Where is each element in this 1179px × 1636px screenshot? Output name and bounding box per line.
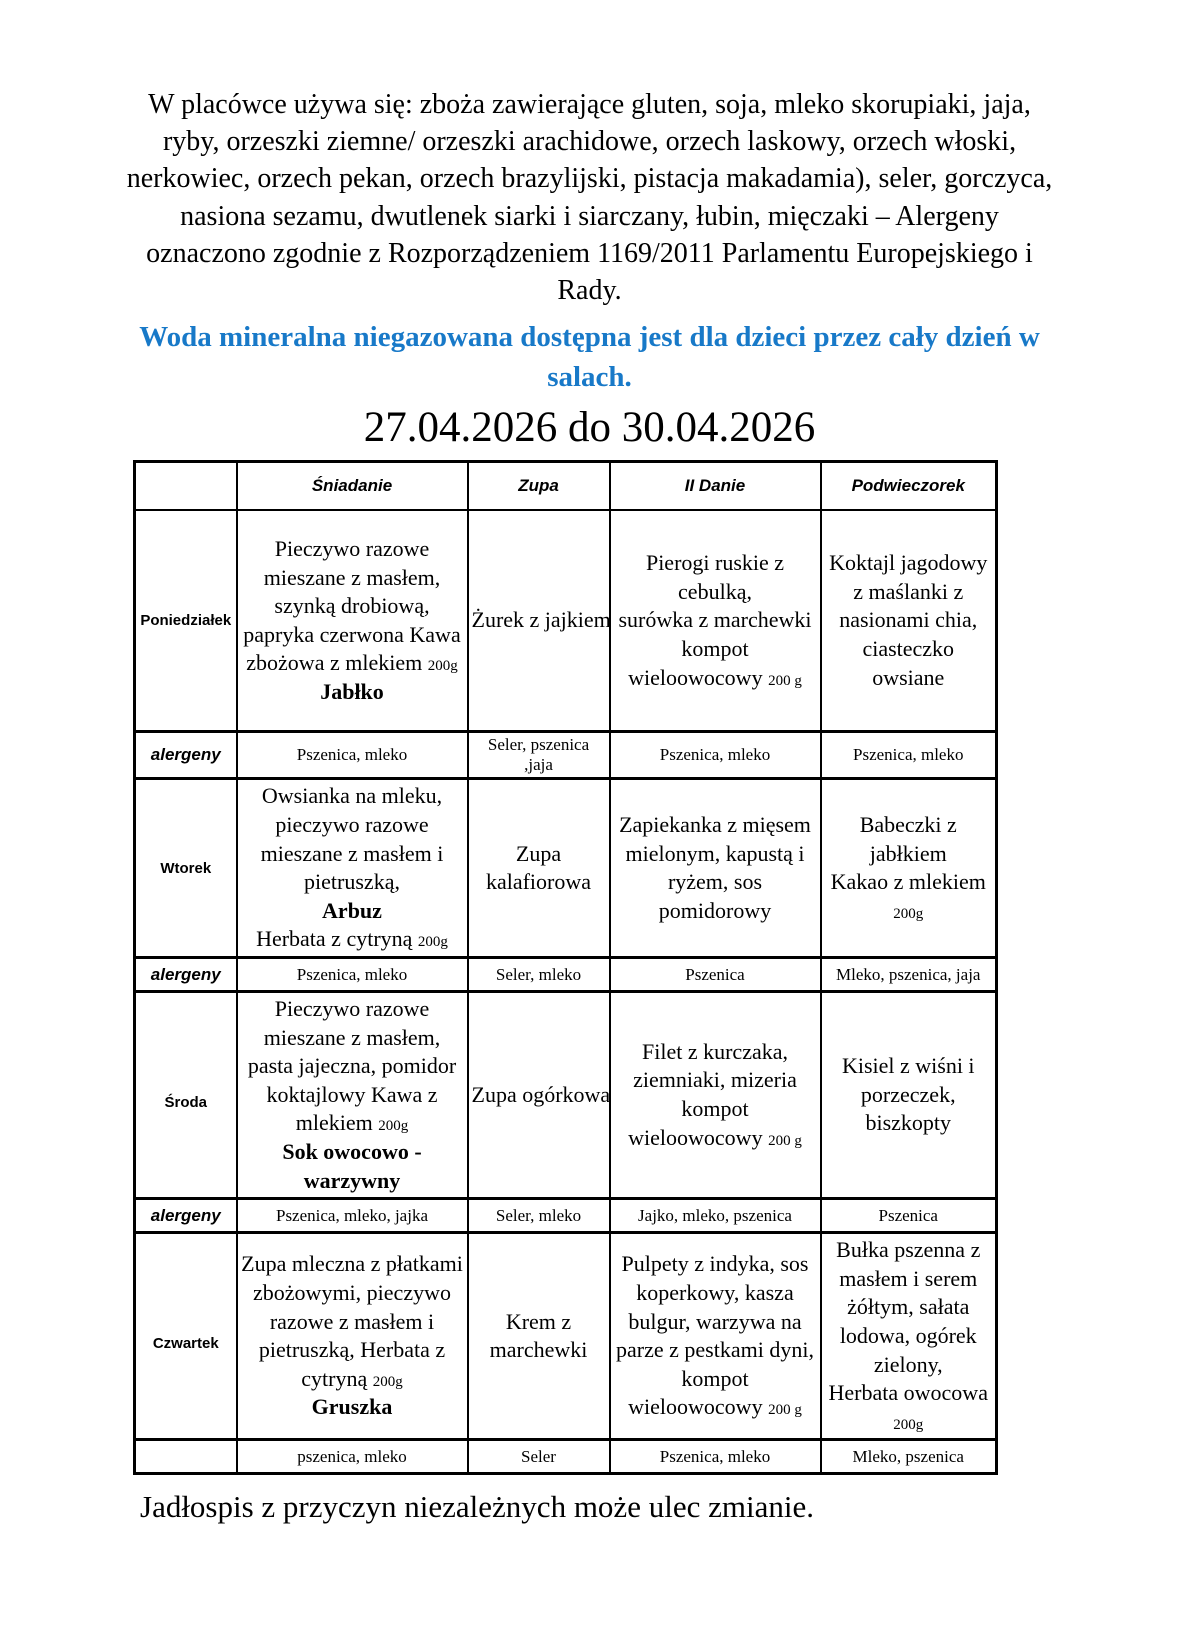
allergen-cell-sniadanie: pszenica, mleko — [237, 1440, 468, 1474]
day-label: Środa — [135, 992, 237, 1199]
meal-text: Pierogi ruskie z cebulką, — [645, 550, 785, 604]
allergen-row-2 — [135, 1199, 997, 1233]
meal-text: 200 g — [768, 1132, 802, 1149]
meal-text: Pieczywo razowe mieszane z masłem, pasta jajeczna, pomidor koktajlowy Kawa z mlekiem — [247, 996, 457, 1136]
meal-cell-podwieczorek — [821, 992, 997, 1199]
menu-table-body — [135, 510, 997, 1474]
meal-cell-podwieczorek — [821, 1233, 997, 1440]
meal-text: Bułka pszenna z masłem i serem żółtym, sałata lodowa, ogórek zielony, — [836, 1237, 981, 1377]
meal-cell-zupa — [468, 779, 610, 958]
meal-text: 200 g — [768, 672, 802, 689]
meal-cell-danie — [610, 992, 821, 1199]
allergen-row-label: alergeny — [135, 732, 237, 779]
meal-cell-zupa — [468, 510, 610, 732]
meal-cell-sniadanie — [237, 510, 468, 732]
meal-cell-sniadanie — [237, 992, 468, 1199]
meal-text: Krem z marchewki — [489, 1308, 588, 1363]
allergen-cell-zupa: Seler, pszenica ,jaja — [468, 732, 610, 779]
col-header-zupa: Zupa — [468, 462, 610, 510]
meal-text: Gruszka — [311, 1394, 393, 1420]
allergen-row-label: alergeny — [135, 958, 237, 992]
water-notice: Woda mineralna niegazowana dostępna jest dla dzieci przez cały dzień w salach. — [139, 321, 1040, 394]
meal-text: Pulpety z indyka, sos koperkowy, kasza bulgur, warzywa na parze z pestkami dyni, kompot wieloowocowy — [616, 1251, 814, 1420]
meal-cell-danie — [610, 1233, 821, 1440]
meal-text: Owsianka na mleku, pieczywo razowe mieszane z masłem i pietruszką, — [260, 783, 444, 895]
meal-text: Sok owocowo - warzywny — [282, 1138, 422, 1193]
menu-row-2 — [135, 992, 997, 1199]
allergen-row-1 — [135, 958, 997, 992]
allergen-cell-danie: Jajko, mleko, pszenica — [610, 1199, 821, 1233]
meal-cell-danie — [610, 779, 821, 958]
meal-cell-sniadanie — [237, 1233, 468, 1440]
meal-text: 200g — [417, 934, 448, 951]
allergen-row-3 — [135, 1440, 997, 1474]
allergen-row-label: alergeny — [135, 1199, 237, 1233]
day-label: Poniedziałek — [135, 510, 237, 732]
meal-text: Jabłko — [320, 678, 384, 704]
meal-cell-podwieczorek — [821, 779, 997, 958]
allergen-cell-podwieczorek: Mleko, pszenica — [821, 1440, 997, 1474]
day-label: Wtorek — [135, 779, 237, 958]
meal-text: 200g — [372, 1373, 403, 1390]
menu-row-0 — [135, 510, 997, 732]
col-header-day — [135, 462, 237, 510]
meal-text: Zupa kalafiorowa — [485, 840, 592, 895]
meal-text: Herbata z cytryną — [256, 926, 418, 952]
meal-cell-sniadanie — [237, 779, 468, 958]
meal-text: Kakao z mlekiem — [830, 869, 986, 895]
meal-text: 200 g — [768, 1402, 802, 1419]
meal-text: 200g — [893, 1416, 924, 1433]
allergen-cell-danie: Pszenica, mleko — [610, 732, 821, 779]
meal-text: 200g — [893, 905, 924, 922]
menu-row-3 — [135, 1233, 997, 1440]
allergen-cell-danie: Pszenica, mleko — [610, 1440, 821, 1474]
allergen-cell-sniadanie: Pszenica, mleko, jajka — [237, 1199, 468, 1233]
allergen-cell-podwieczorek: Pszenica, mleko — [821, 732, 997, 779]
header-row — [135, 462, 997, 510]
allergen-notice: W placówce używa się: zboża zawierające gluten, soja, mleko skorupiaki, jaja, ryby, orzeszki ziemne/ orzeszki arachidowe, orzech laskowy, orzech włoski, nerkowiec, orzech pekan, orzech brazylijski, pistacja makadamia), seler, gorczyca, nasiona sezamu, dwutlenek siarki i siarczany, łubin, mięczaki – Alergeny oznaczono zgodnie z Rozporządzeniem 1169/2011 Parlamentu Europejskiego i Rady. — [126, 89, 1053, 307]
meal-cell-zupa — [468, 1233, 610, 1440]
footer-note: Jadłospis z przyczyn niezależnych może ulec zmianie. — [140, 1489, 814, 1525]
meal-cell-zupa — [468, 992, 610, 1199]
day-label: Czwartek — [135, 1233, 237, 1440]
allergen-cell-zupa: Seler, mleko — [468, 1199, 610, 1233]
allergen-cell-zupa: Seler, mleko — [468, 958, 610, 992]
meal-text: Pieczywo razowe mieszane z masłem, szynką drobiową, papryka czerwona Kawa zbożowa z mlekiem — [243, 535, 461, 676]
meal-cell-danie — [610, 510, 821, 732]
allergen-row-0 — [135, 732, 997, 779]
col-header-podwieczorek: Podwieczorek — [821, 462, 997, 510]
meal-text: Zupa ogórkowa — [471, 1081, 611, 1107]
allergen-cell-sniadanie: Pszenica, mleko — [237, 732, 468, 779]
meal-text: Babeczki z jabłkiem — [859, 812, 957, 866]
meal-text: Arbuz — [322, 897, 382, 923]
meal-text: Kisiel z wiśni i porzeczek, biszkopty — [841, 1053, 975, 1136]
meal-cell-podwieczorek — [821, 510, 997, 732]
menu-row-1 — [135, 779, 997, 958]
allergen-cell-podwieczorek: Pszenica — [821, 1199, 997, 1233]
meal-text: Zupa mleczna z płatkami zbożowymi, pieczywo razowe z masłem i pietruszką, Herbata z cytryną — [241, 1251, 463, 1391]
meal-text: Filet z kurczaka, ziemniaki, mizeria kompot wieloowocowy — [628, 1038, 797, 1150]
meal-text: 200g — [378, 1118, 409, 1135]
allergen-row-label — [135, 1440, 237, 1474]
date-range: 27.04.2026 do 30.04.2026 — [363, 404, 816, 452]
allergen-cell-zupa: Seler — [468, 1440, 610, 1474]
menu-table — [133, 460, 998, 1475]
meal-text: surówka z marchewki kompot wieloowocowy — [618, 607, 812, 690]
meal-text: Zapiekanka z mięsem mielonym, kapustą i ryżem, sos pomidorowy — [619, 812, 811, 923]
col-header-ii-danie: II Danie — [610, 462, 821, 510]
meal-text: Herbata owocowa — [828, 1380, 988, 1406]
allergen-cell-sniadanie: Pszenica, mleko — [237, 958, 468, 992]
meal-text: 200g — [427, 658, 458, 675]
meal-text: Koktajl jagodowy z maślanki z nasionami chia, ciasteczko owsiane — [829, 550, 988, 690]
meal-text: Żurek z jajkiem — [471, 607, 611, 633]
col-header-sniadanie: Śniadanie — [237, 462, 468, 510]
allergen-cell-podwieczorek: Mleko, pszenica, jaja — [821, 958, 997, 992]
allergen-cell-danie: Pszenica — [610, 958, 821, 992]
